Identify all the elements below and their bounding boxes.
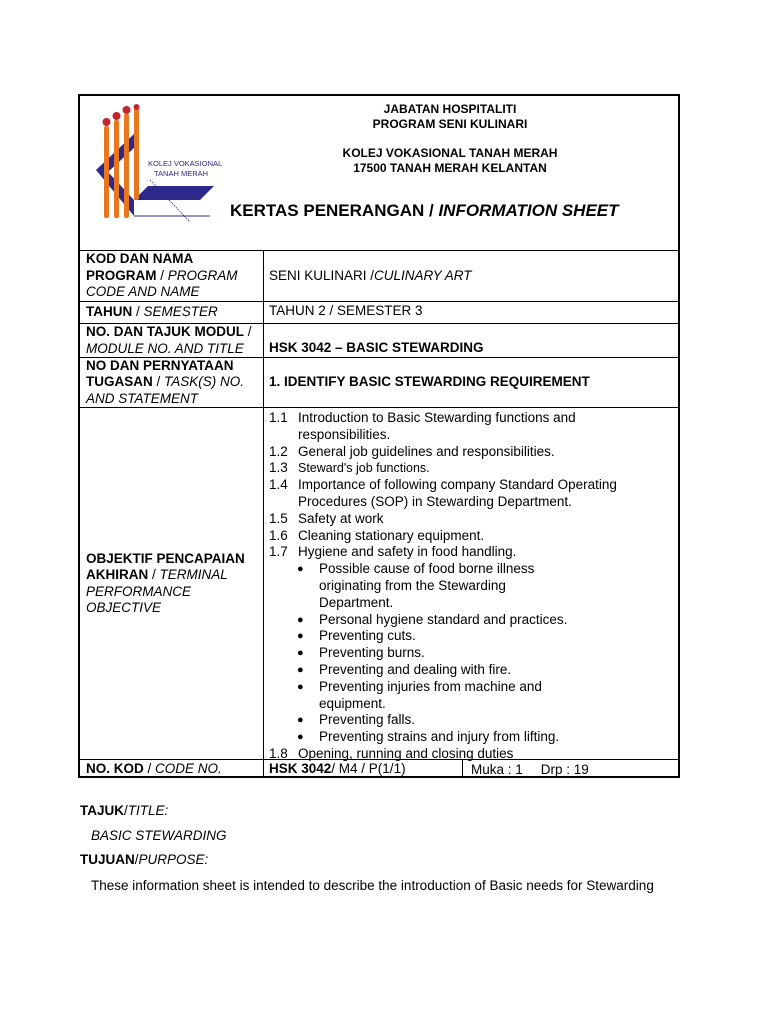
module-title: HSK 3042 – BASIC STEWARDING	[269, 339, 484, 355]
title-value-text: BASIC STEWARDING	[91, 828, 227, 843]
objective-item	[269, 444, 672, 461]
bullet-item	[297, 729, 672, 746]
row-program-label	[80, 251, 264, 301]
label-part: NO DAN PERNYATAAN	[86, 357, 234, 373]
row-objective-label	[80, 408, 264, 759]
objective-num: 1.8	[269, 745, 288, 761]
row-task	[80, 358, 678, 408]
row-task-label	[80, 358, 264, 407]
row-semester	[80, 302, 678, 324]
objective-num: 1.1	[269, 410, 288, 425]
objective-text: responsibilities.	[298, 426, 391, 442]
bullet-item	[297, 612, 672, 629]
objective-num: 1.5	[269, 510, 288, 526]
label-part: PROGRAM	[86, 267, 157, 283]
label-part: TITLE:	[127, 803, 169, 818]
objective-item	[269, 544, 672, 561]
label-part: CODE NO.	[155, 760, 222, 776]
bullet-icon: ●	[297, 613, 304, 626]
bullet-item	[297, 628, 672, 645]
objective-item	[269, 477, 672, 511]
bullet-icon: ●	[297, 714, 304, 727]
label-part: TASK(S) NO.	[164, 374, 245, 390]
objective-num: 1.4	[269, 477, 288, 493]
label-sep: /	[152, 374, 165, 390]
objective-item	[269, 528, 672, 545]
label-sep: /	[143, 760, 156, 776]
header-college: KOLEJ VOKASIONAL TANAH MERAH	[342, 146, 558, 160]
logo-text-1: KOLEJ VOKASIONAL	[148, 159, 223, 168]
bullet-text: Personal hygiene standard and practices.	[319, 611, 568, 627]
label-part: NO. DAN TAJUK MODUL	[86, 324, 244, 339]
objective-text: Safety at work	[298, 510, 384, 526]
label-sep: /	[124, 803, 128, 818]
objective-text: Steward's job functions.	[298, 461, 430, 476]
label-part: PROGRAM	[167, 267, 238, 283]
label-sep: /	[134, 852, 139, 867]
college-logo-icon	[90, 104, 223, 228]
objective-item	[269, 511, 672, 528]
objective-text: Importance of following company Standard Operating	[298, 477, 617, 493]
page-number: Muka : 1	[471, 761, 523, 777]
bullet-text: Preventing and dealing with fire.	[319, 661, 512, 677]
objective-num: 1.7	[269, 544, 288, 560]
header-dept: JABATAN HOSPITALITI	[383, 102, 517, 116]
bullet-icon: ●	[297, 731, 304, 744]
objective-text: General job guidelines and responsibilities.	[298, 443, 555, 459]
page-info-cell	[462, 760, 589, 778]
bullet-icon: ●	[297, 663, 304, 676]
label-part: AND STATEMENT	[86, 390, 199, 406]
objective-text: Opening, running and closing duties	[298, 745, 514, 761]
objective-text: Cleaning stationary equipment.	[298, 527, 485, 543]
label-part: TAHUN	[86, 304, 133, 320]
bullet-text: Preventing falls.	[319, 712, 416, 728]
label-part: PERFORMANCE	[86, 583, 192, 599]
bullet-text: Department.	[319, 594, 394, 610]
header-address: 17500 TANAH MERAH KELANTAN	[353, 161, 547, 175]
page-total: Drp : 19	[540, 761, 589, 777]
row-code-label	[80, 760, 264, 778]
label-part: CODE AND NAME	[86, 284, 200, 300]
label-part: MODULE NO. AND TITLE	[86, 340, 244, 356]
objective-num: 1.6	[269, 527, 288, 543]
row-objective	[80, 408, 678, 760]
row-code	[80, 760, 678, 778]
objective-text: Procedures (SOP) in Stewarding Department.	[298, 493, 572, 509]
bullet-icon: ●	[297, 630, 304, 643]
label-part: OBJECTIVE	[86, 600, 162, 615]
sheet-header	[80, 96, 678, 251]
label-part: PURPOSE:	[138, 852, 209, 867]
bullet-text: equipment.	[319, 695, 386, 711]
objective-item	[269, 410, 672, 444]
row-semester-label	[80, 302, 264, 323]
bullet-text: Preventing strains and injury from lifting.	[319, 729, 560, 745]
row-module	[80, 324, 678, 358]
bullet-text: Preventing injuries from machine and	[319, 678, 542, 694]
label-part: NO. KOD	[86, 760, 144, 776]
row-module-label	[80, 324, 264, 357]
sheet-title-en: INFORMATION SHEET	[438, 201, 619, 220]
label-part: TAJUK	[80, 803, 125, 818]
value-part: SENI KULINARI /	[269, 267, 375, 283]
value-part: CULINARY ART	[374, 267, 472, 283]
label-part: TUJUAN	[80, 852, 135, 867]
objective-num: 1.3	[269, 460, 288, 476]
bullet-item	[297, 561, 672, 611]
sheet-title	[230, 201, 619, 221]
bullet-icon: ●	[297, 680, 304, 693]
bullet-text: Possible cause of food borne illness	[319, 561, 535, 577]
task-statement: 1. IDENTIFY BASIC STEWARDING REQUIREMENT	[269, 374, 590, 390]
information-sheet-table	[78, 94, 680, 778]
sheet-title-ms: KERTAS PENERANGAN /	[230, 201, 434, 220]
bullet-icon: ●	[297, 647, 304, 660]
label-part: TUGASAN	[86, 374, 153, 390]
row-program	[80, 251, 678, 302]
bullet-item	[297, 645, 672, 662]
label-part: SEMESTER	[143, 304, 218, 320]
row-program-value	[269, 251, 674, 301]
label-part: AKHIRAN	[86, 567, 149, 582]
title-label	[80, 803, 168, 819]
objective-text: Hygiene and safety in food handling.	[298, 544, 517, 560]
label-sep: /	[132, 304, 144, 320]
code-number: HSK 3042	[269, 760, 332, 776]
objective-list	[269, 410, 672, 763]
objective-num: 1.2	[269, 443, 288, 459]
row-task-value	[269, 358, 674, 407]
title-value	[91, 828, 227, 844]
row-module-value	[269, 324, 674, 357]
bullet-text: Preventing cuts.	[319, 628, 416, 644]
row-semester-value: TAHUN 2 / SEMESTER 3	[269, 303, 423, 318]
purpose-text: These information sheet is intended to describe the introduction of Basic needs for Stewarding	[91, 878, 654, 893]
objective-text: Introduction to Basic Stewarding functions and	[298, 410, 576, 425]
label-part: OBJEKTIF PENCAPAIAN	[86, 550, 245, 566]
label-part: TERMINAL	[159, 567, 228, 582]
objective-item	[269, 460, 672, 477]
bullet-text: originating from the Stewarding	[319, 577, 506, 593]
header-program: PROGRAM SENI KULINARI	[372, 117, 528, 131]
label-part: KOD DAN NAMA	[86, 251, 194, 267]
label-sep: /	[156, 267, 168, 283]
code-rest: / M4 / P(1/1)	[331, 760, 406, 776]
bullet-text: Preventing burns.	[319, 645, 425, 661]
bullet-icon: ●	[297, 563, 304, 576]
purpose-label	[80, 852, 208, 868]
bullet-item	[297, 662, 672, 679]
bullet-item	[297, 679, 672, 713]
label-sep: /	[148, 567, 160, 582]
logo-text-2: TANAH MERAH	[154, 169, 209, 178]
label-sep: /	[244, 324, 252, 339]
bullet-item	[297, 712, 672, 729]
